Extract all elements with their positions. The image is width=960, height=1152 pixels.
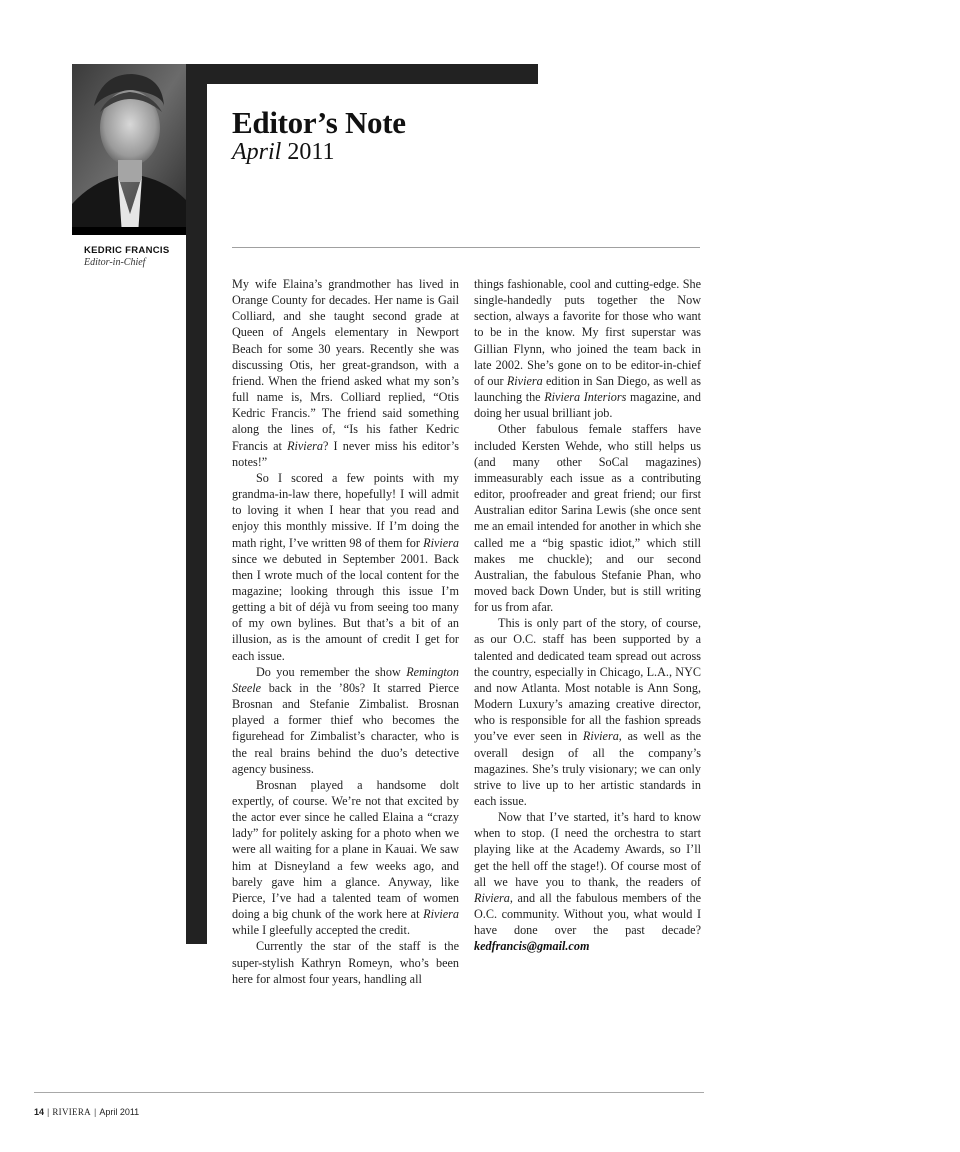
article-paragraph: My wife Elaina’s grandmother has lived in Orange County for decades. Her name is Gail Colliard, and she taught second grade at Queen of Angels elementary in Newport Beach for some 30 years. Recently she was discussing Otis, her great-grandson, with a friend. When the friend asked what my son’s full name is, Mrs. Colliard replied, “Otis Kedric Francis.” The friend said something along the lines of, “Is his father Kedric Francis at Riviera? I never miss his editor’s notes!”	[232, 277, 459, 469]
article-paragraph: Now that I’ve started, it’s hard to know when to stop. (I need the orchestra to start playing like at the Academy Awards, so I’ll get the hell off the stage!). Of course most of all we have you to thank, the readers of Riviera, and all the fabulous members of the O.C. community. Without you, what would I have done over the past decade? kedfrancis@gmail.com	[474, 810, 701, 954]
footer-issue: April 2011	[99, 1107, 140, 1117]
editor-portrait-photo	[72, 64, 186, 235]
article-column-right	[474, 276, 701, 955]
article-paragraph: This is only part of the story, of course, as our O.C. staff has been supported by a talented and dedicated team spread out across the country, especially in Chicago, L.A., NYC and now Atlanta. Most notable is Ann Song, Modern Luxury’s amazing creative director, who is responsible for all the fashion spreads you’ve ever seen in Riviera, as well as the overall design of all the company’s magazines. She’s truly visionary; we can only strive to live up to her artistic standards in each issue.	[474, 616, 701, 808]
article-paragraph: Brosnan played a handsome dolt expertly, of course. We’re not that excited by the actor ever since he called Elaina a “crazy lady” for politely asking for a photo when we were all waiting for a plane in Kauai. We saw him at Disneyland a few weeks ago, and barely gave him a glance. Anyway, like Pierce, I’ve had a talented team of women doing a big chunk of the work here at Riviera while I gleefully accepted the credit.	[232, 777, 459, 938]
issue-month: April	[232, 139, 282, 165]
page-footer	[34, 1107, 139, 1117]
article-paragraph: Other fabulous female staffers have included Kersten Wehde, who still helps us (and many other SoCal magazines) immeasurably each issue as a contributing editor, proofreader and great friend; our first Australian editor Sarina Lewis (she once sent me an email intended for another in which she called me a “big spastic idiot,” which still makes me chuckle); and our second Australian, the fabulous Stefanie Phan, who moved back Down Under, but is still writing for us from afar.	[474, 422, 701, 615]
italic-title: Riviera Interiors	[544, 390, 627, 405]
article-paragraph: So I scored a few points with my grandma-in-law there, hopefully! I will admit to loving it when I hear that you read and enjoy this monthly missive. If I’m doing the math right, I’ve written 98 of them for Riviera since we debuted in September 2001. Back then I wrote much of the local content for the magazine; looking through this issue I’m getting a bit of déjà vu from seeing too many of my own bylines. But that’s a bit of an illusion, as is the amount of credit I get for each issue.	[232, 470, 459, 663]
portrait-illustration	[72, 64, 186, 235]
italic-title: Riviera	[582, 729, 619, 744]
article-column-left	[232, 276, 459, 987]
article-paragraph: Currently the star of the staff is the super-stylish Kathryn Romeyn, who’s been here for almost four years, handling all	[232, 939, 459, 986]
italic-title: Riviera	[474, 890, 510, 905]
italic-title: Riviera	[423, 907, 459, 922]
publication-name: RIVIERA	[52, 1107, 91, 1117]
issue-date	[232, 139, 334, 165]
article-paragraph: things fashionable, cool and cutting-edge. She single-handedly puts together the Now section, always a favorite for those who want to be in the know. My first superstar was Gillian Flynn, who joined the team back in late 2002. She’s gone on to be editor-in-chief of our Riviera edition in San Diego, as well as launching the Riviera Interiors magazine, and doing her usual brilliant job.	[474, 277, 701, 421]
editor-role: Editor-in-Chief	[84, 257, 146, 268]
photo-bottom-bar	[72, 227, 186, 235]
page-number: 14	[34, 1107, 45, 1117]
issue-year: 2011	[287, 139, 335, 165]
italic-title: Riviera	[423, 535, 459, 550]
italic-title: Remington Steele	[232, 664, 459, 695]
vertical-accent-bar	[186, 64, 207, 944]
footer-separator: |	[93, 1107, 97, 1117]
footer-divider	[34, 1092, 704, 1093]
italic-title: Riviera	[506, 373, 543, 388]
editor-name: KEDRIC FRANCIS	[84, 245, 170, 256]
article-paragraph: Do you remember the show Remington Steele back in the ’80s? It starred Pierce Brosnan and Stefanie Zimbalist. Brosnan played a former thief who becomes the figurehead for Zimbalist’s character, who is the real brains behind the duo’s detective agency business.	[232, 664, 459, 776]
editor-email[interactable]: kedfrancis@gmail.com	[474, 939, 590, 954]
page-title: Editor’s Note	[232, 105, 406, 140]
italic-title: Riviera	[287, 438, 323, 453]
footer-separator: |	[47, 1107, 50, 1117]
title-divider	[232, 247, 700, 248]
